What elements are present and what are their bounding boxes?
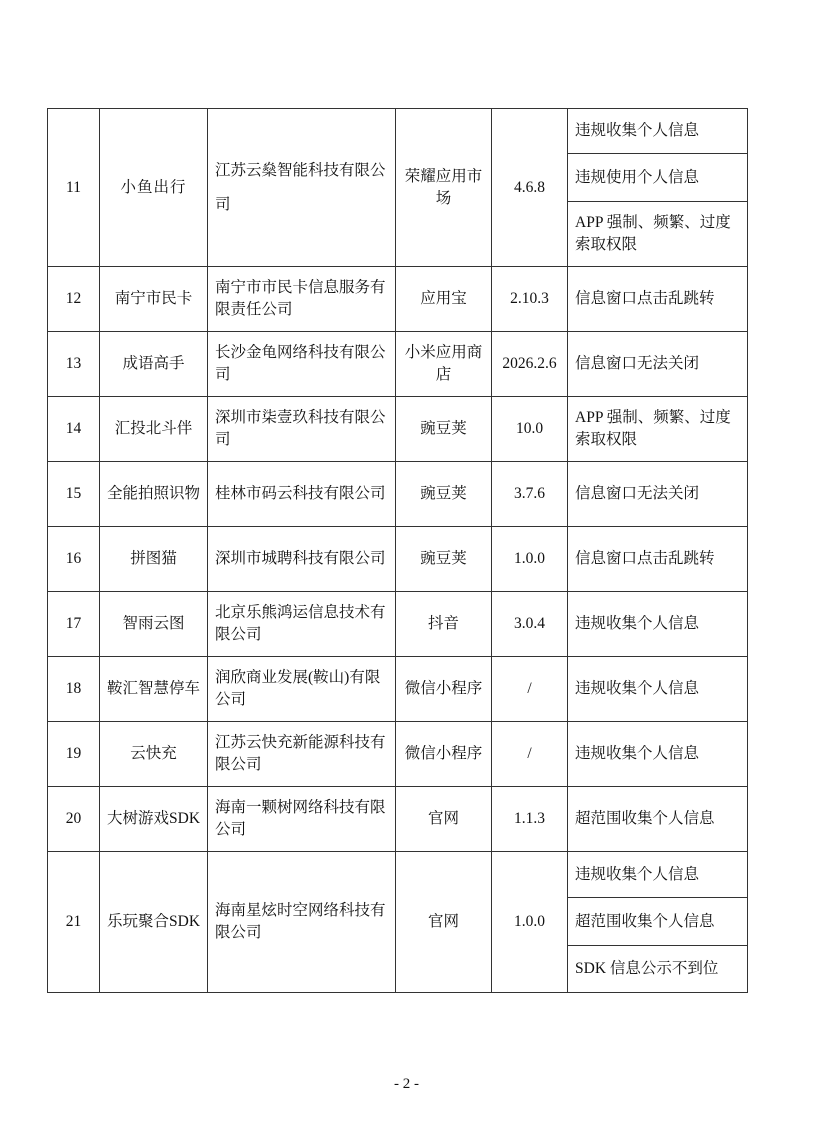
row-number: 15: [48, 462, 100, 527]
company-name: 北京乐熊鸿运信息技术有限公司: [208, 592, 396, 657]
issue-cell: 信息窗口无法关闭: [568, 332, 748, 397]
issue-cell: 违规收集个人信息: [568, 852, 748, 898]
table-row: [48, 657, 748, 722]
app-version: 10.0: [492, 397, 568, 462]
row-number: 19: [48, 722, 100, 787]
page-number: - 2 -: [394, 1076, 419, 1092]
table-row: [48, 332, 748, 397]
row-number: 13: [48, 332, 100, 397]
company-name: 长沙金龟网络科技有限公司: [208, 332, 396, 397]
issue-cell: 信息窗口点击乱跳转: [568, 527, 748, 592]
row-number: 16: [48, 527, 100, 592]
table-row: [48, 852, 748, 898]
app-source: 豌豆荚: [396, 462, 492, 527]
company-name: 深圳市城聘科技有限公司: [208, 527, 396, 592]
table-row: [48, 787, 748, 852]
app-name: 乐玩聚合SDK: [100, 852, 208, 993]
company-name: 江苏云快充新能源科技有限公司: [208, 722, 396, 787]
app-version: /: [492, 657, 568, 722]
issue-cell: APP 强制、频繁、过度索取权限: [568, 202, 748, 267]
issue-cell: 违规收集个人信息: [568, 722, 748, 787]
issue-cell: 超范围收集个人信息: [568, 898, 748, 946]
app-name: 智雨云图: [100, 592, 208, 657]
issue-cell: SDK 信息公示不到位: [568, 946, 748, 993]
app-name: 小鱼出行: [100, 109, 208, 267]
company-name: 深圳市柒壹玖科技有限公司: [208, 397, 396, 462]
issue-cell: 违规收集个人信息: [568, 657, 748, 722]
issue-cell: 超范围收集个人信息: [568, 787, 748, 852]
app-name: 大树游戏SDK: [100, 787, 208, 852]
app-source: 抖音: [396, 592, 492, 657]
app-name: 云快充: [100, 722, 208, 787]
app-version: 3.0.4: [492, 592, 568, 657]
table-row: [48, 722, 748, 787]
violations-table: [47, 108, 748, 993]
row-number: 18: [48, 657, 100, 722]
row-number: 14: [48, 397, 100, 462]
app-version: 1.0.0: [492, 852, 568, 993]
table-row: [48, 109, 748, 154]
table-row: [48, 462, 748, 527]
app-version: 2026.2.6: [492, 332, 568, 397]
app-source: 荣耀应用市场: [396, 109, 492, 267]
issue-cell: 信息窗口无法关闭: [568, 462, 748, 527]
company-name: 润欣商业发展(鞍山)有限公司: [208, 657, 396, 722]
app-source: 微信小程序: [396, 722, 492, 787]
table-row: [48, 527, 748, 592]
company-name: 海南星炫时空网络科技有限公司: [208, 852, 396, 993]
issue-cell: APP 强制、频繁、过度索取权限: [568, 397, 748, 462]
table-row: [48, 397, 748, 462]
app-source: 官网: [396, 787, 492, 852]
app-source: 豌豆荚: [396, 527, 492, 592]
app-name: 汇投北斗伴: [100, 397, 208, 462]
app-name: 成语高手: [100, 332, 208, 397]
company-name: 南宁市市民卡信息服务有限责任公司: [208, 267, 396, 332]
app-version: /: [492, 722, 568, 787]
app-version: 2.10.3: [492, 267, 568, 332]
issue-cell: 违规收集个人信息: [568, 592, 748, 657]
row-number: 21: [48, 852, 100, 993]
table-row: [48, 592, 748, 657]
app-version: 1.0.0: [492, 527, 568, 592]
company-name: 桂林市码云科技有限公司: [208, 462, 396, 527]
issue-cell: 违规使用个人信息: [568, 154, 748, 202]
app-source: 小米应用商店: [396, 332, 492, 397]
app-name: 鞍汇智慧停车: [100, 657, 208, 722]
company-name: 江苏云燊智能科技有限公司: [208, 109, 396, 267]
app-source: 应用宝: [396, 267, 492, 332]
app-name: 拼图猫: [100, 527, 208, 592]
table-row: [48, 267, 748, 332]
app-version: 4.6.8: [492, 109, 568, 267]
app-source: 豌豆荚: [396, 397, 492, 462]
company-name: 海南一颗树网络科技有限公司: [208, 787, 396, 852]
app-source: 官网: [396, 852, 492, 993]
row-number: 12: [48, 267, 100, 332]
issue-cell: 信息窗口点击乱跳转: [568, 267, 748, 332]
app-name: 全能拍照识物: [100, 462, 208, 527]
issue-cell: 违规收集个人信息: [568, 109, 748, 154]
row-number: 17: [48, 592, 100, 657]
app-version: 3.7.6: [492, 462, 568, 527]
row-number: 11: [48, 109, 100, 267]
app-name: 南宁市民卡: [100, 267, 208, 332]
app-version: 1.1.3: [492, 787, 568, 852]
app-source: 微信小程序: [396, 657, 492, 722]
row-number: 20: [48, 787, 100, 852]
